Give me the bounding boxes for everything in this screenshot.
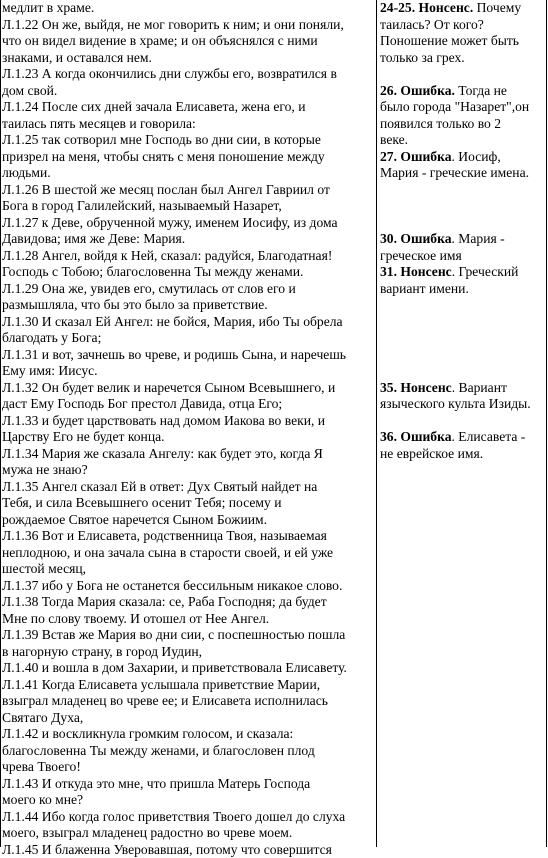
note-line: языческого культа Изиды. (380, 396, 546, 413)
verse-line: Тебя, и сила Всевышнего осенит Тебя; посему и (2, 495, 372, 512)
commentary-column (380, 0, 546, 462)
verse-line: шестой месяц, (2, 561, 372, 578)
verse-line: призрел на меня, чтобы снять с меня поношение между (2, 149, 372, 166)
verse-line: благодать у Бога; (2, 330, 372, 347)
spacer (380, 297, 546, 314)
verse-line: мужа не знаю? (2, 462, 372, 479)
right-border (546, 0, 547, 847)
verse-line: Л.1.39 Встав же Мария во дни сии, с поспешностью пошла (2, 627, 372, 644)
verse-line: Л.1.33 и будет царствовать над домом Иакова во веки, и (2, 413, 372, 430)
verse-line: Л.1.29 Она же, увидев его, смутилась от слов его и (2, 281, 372, 298)
verse-line: медлит в храме. (2, 0, 372, 17)
note-line: только за грех. (380, 50, 546, 67)
verse-line: рождаемое Святое наречется Сыном Божиим. (2, 512, 372, 529)
note-line: веке. (380, 132, 546, 149)
verse-line: Л.1.37 ибо у Бога не останется бессильным никакое слово. (2, 578, 372, 595)
note-line: Поношение может быть (380, 33, 546, 50)
verse-line: неплодною, и она зачала сына в старости своей, и ей уже (2, 545, 372, 562)
verse-line: Л.1.38 Тогда Мария сказала: се, Раба Господня; да будет (2, 594, 372, 611)
verse-line: Л.1.44 Ибо когда голос приветствия Твоего дошел до слуха (2, 809, 372, 826)
verse-line: Л.1.30 И сказал Ей Ангел: не бойся, Мария, ибо Ты обрела (2, 314, 372, 331)
column-divider (376, 0, 377, 847)
verse-line: чрева Твоего! (2, 759, 372, 776)
verse-line: Мне по слову твоему. И отошел от Нее Ангел. (2, 611, 372, 628)
note-27: 27. Ошибка. Иосиф, (380, 149, 546, 166)
spacer (380, 347, 546, 364)
spacer (380, 330, 546, 347)
verse-line: Л.1.23 А когда окончились дни службы его, возвратился в (2, 66, 372, 83)
spacer (380, 413, 546, 430)
verse-line: благословенна Ты между женами, и благословен плод (2, 743, 372, 760)
verse-line: Л.1.34 Мария же сказала Ангелу: как будет это, когда Я (2, 446, 372, 463)
verse-line: моего ко мне? (2, 792, 372, 809)
note-26: 26. Ошибка. Тогда не (380, 83, 546, 100)
note-line: Мария - греческие имена. (380, 165, 546, 182)
verse-line: Л.1.26 В шестой же месяц послан был Ангел Гавриил от (2, 182, 372, 199)
note-line: появился только во 2 (380, 116, 546, 133)
verse-line: что он видел видение в храме; и он объяснялся с ними (2, 33, 372, 50)
note-line: было города "Назарет",он (380, 99, 546, 116)
verse-line: Л.1.43 И откуда это мне, что пришла Матерь Господа (2, 776, 372, 793)
note-line: не еврейское имя. (380, 446, 546, 463)
verse-line: знаками, и оставался нем. (2, 50, 372, 67)
verse-line: взыграл младенец во чреве ее; и Елисавета исполнилась (2, 693, 372, 710)
verse-line: Бога в город Галилейский, называемый Назарет, (2, 198, 372, 215)
note-24-25: 24-25. Нонсенс. Почему (380, 0, 546, 17)
spacer (380, 182, 546, 199)
verse-line: Давидова; имя же Деве: Мария. (2, 231, 372, 248)
spacer (380, 215, 546, 232)
verse-line: Л.1.45 И блаженна Уверовавшая, потому что совершится (2, 842, 372, 858)
verse-line: людьми. (2, 165, 372, 182)
verse-line: размышляла, что бы это было за приветствие. (2, 297, 372, 314)
verse-line: даст Ему Господь Бог престол Давида, отца Его; (2, 396, 372, 413)
spacer (380, 66, 546, 83)
verse-line: Л.1.40 и вошла в дом Захарии, и приветствовала Елисавету. (2, 660, 372, 677)
verse-line: Л.1.24 После сих дней зачала Елисавета, жена его, и (2, 99, 372, 116)
note-35: 35. Нонсенс. Вариант (380, 380, 546, 397)
verse-line: Святаго Духа, (2, 710, 372, 727)
verse-line: дом свой. (2, 83, 372, 100)
verse-line: Л.1.36 Вот и Елисавета, родственница Твоя, называемая (2, 528, 372, 545)
spacer (380, 363, 546, 380)
note-line: вариант имени. (380, 281, 546, 298)
note-36: 36. Ошибка. Елисавета - (380, 429, 546, 446)
note-31: 31. Нонсенс. Греческий (380, 264, 546, 281)
verse-line: в нагорную страну, в город Иудин, (2, 644, 372, 661)
verse-line: Л.1.25 так сотворил мне Господь во дни сии, в которые (2, 132, 372, 149)
note-line: таилась? От кого? (380, 17, 546, 34)
verse-line: Ему имя: Иисус. (2, 363, 372, 380)
verse-line: моего, взыграл младенец радостно во чреве моем. (2, 825, 372, 842)
verse-line: Л.1.31 и вот, зачнешь во чреве, и родишь Сына, и наречешь (2, 347, 372, 364)
verse-line: Л.1.22 Он же, выйдя, не мог говорить к ним; и они поняли, (2, 17, 372, 34)
note-line: греческое имя (380, 248, 546, 265)
spacer (380, 314, 546, 331)
note-30: 30. Ошибка. Мария - (380, 231, 546, 248)
left-border (0, 0, 1, 847)
verse-line: Л.1.42 и воскликнула громким голосом, и сказала: (2, 726, 372, 743)
verse-line: Л.1.28 Ангел, войдя к Ней, сказал: радуйся, Благодатная! (2, 248, 372, 265)
scripture-column (2, 0, 372, 858)
verse-line: Л.1.41 Когда Елисавета услышала приветствие Марии, (2, 677, 372, 694)
verse-line: Царству Его не будет конца. (2, 429, 372, 446)
verse-line: таилась пять месяцев и говорила: (2, 116, 372, 133)
verse-line: Господь с Тобою; благословенна Ты между женами. (2, 264, 372, 281)
spacer (380, 198, 546, 215)
verse-line: Л.1.27 к Деве, обрученной мужу, именем Иосифу, из дома (2, 215, 372, 232)
verse-line: Л.1.35 Ангел сказал Ей в ответ: Дух Святый найдет на (2, 479, 372, 496)
verse-line: Л.1.32 Он будет велик и наречется Сыном Всевышнего, и (2, 380, 372, 397)
